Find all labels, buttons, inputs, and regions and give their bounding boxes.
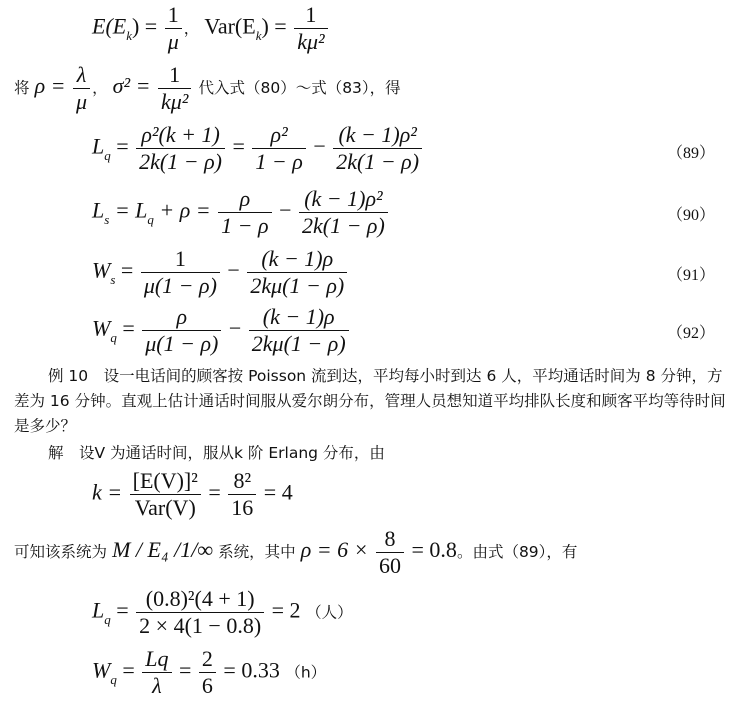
expr-text: ) =: [261, 13, 293, 39]
denominator: 2kμ(1 − ρ): [250, 273, 345, 298]
subscript: q: [104, 147, 111, 163]
denominator: 1 − ρ: [255, 149, 303, 174]
fraction: [333, 122, 422, 175]
denominator: 2k(1 − ρ): [139, 149, 222, 174]
fraction: [218, 186, 271, 239]
solution-intro: [48, 441, 385, 463]
numerator: [E(V)]²: [130, 468, 201, 495]
subscript: k: [126, 27, 132, 43]
denominator: 2kμ(1 − ρ): [251, 331, 346, 356]
numerator: ρ²: [252, 122, 305, 149]
equation-92: $W_q$ = $\frac{\rho}{\mu(1 - \rho)}$ − $\frac{(k - 1)\rho}{2k\mu(1 - \rho)}$: [92, 304, 351, 357]
subscript: q: [147, 211, 154, 227]
numerator: (k − 1)ρ: [249, 304, 349, 331]
denominator: 16: [231, 495, 254, 520]
text: 。由式（89），有: [456, 543, 578, 561]
equation-lq: $L_q$ = $\frac{\text{(0.8)²(4 + 1)}}{2 \times 4(1 - 0.8)}$ = 2 （人）: [92, 586, 353, 638]
subscript: s: [110, 271, 116, 287]
equation-number-90: （90）: [666, 207, 715, 224]
numerator: λ: [73, 62, 90, 89]
expr-text: W: [92, 257, 111, 283]
fraction: [142, 646, 171, 699]
fraction: [141, 246, 220, 299]
expr-text: L: [92, 597, 105, 623]
expr-text: = 0.8: [406, 537, 457, 562]
numerator: 8²: [228, 468, 256, 495]
subscript: q: [110, 329, 117, 345]
expr-text: = 0.33: [217, 657, 280, 683]
example-10-paragraph: [14, 364, 729, 439]
expr-text: + ρ =: [153, 197, 217, 223]
expr-text: E(E: [92, 13, 127, 39]
equation-89: $L_q$ = $\frac{\text{ρ²(k + 1)}}{2k(1 - \rho)}$ = $\frac{\text{ρ²}}{1 - \rho}$ − $\frac{\text{(k − 1)ρ²}}{2k(1 - \rho)}$: [92, 122, 424, 175]
equation-k: k = $\frac{\text{[E(V)]²}}{\text{Var(V)}}$ = $\frac{\text{8²}}{16}$ = 4: [92, 468, 293, 520]
expr-text: M / E₄ /1/∞: [112, 537, 214, 562]
expr-text: Var(E: [204, 13, 256, 39]
text: 解 设V 为通话时间，服从k 阶 Erlang 分布，由: [48, 444, 385, 462]
numerator: 8: [376, 526, 404, 553]
numerator: (0.8)²(4 + 1): [136, 586, 264, 613]
fraction: [228, 468, 256, 521]
denominator: μ: [76, 89, 88, 114]
subscript: q: [110, 671, 117, 687]
numerator: 1: [165, 2, 182, 29]
expr-text: W: [92, 315, 111, 341]
fraction: [376, 526, 404, 579]
denominator: λ: [152, 673, 162, 698]
fraction: [165, 2, 182, 55]
subscript: q: [104, 611, 111, 627]
fraction: [249, 304, 349, 357]
expr-text: W: [92, 657, 111, 683]
denominator: 2 × 4(1 − 0.8): [139, 613, 262, 638]
numerator: 2: [199, 646, 216, 673]
expr-text: k =: [92, 479, 128, 505]
separator: ，: [183, 19, 200, 38]
equation-90: $L_s = L_q + \rho$ = $\frac{\rho}{1 - \rho}$ − $\frac{\text{(k − 1)ρ²}}{2k(1 - \rho)}$: [92, 186, 390, 239]
fraction: [73, 62, 90, 115]
expr-text: = L: [109, 197, 148, 223]
separator: ，: [92, 79, 108, 97]
denominator: μ: [167, 29, 179, 54]
expr-text: L: [92, 197, 105, 223]
expr-text: ) =: [131, 13, 163, 39]
system-line: [14, 526, 577, 579]
expr-text: = 2: [266, 597, 301, 623]
denominator: Var(V): [134, 495, 196, 520]
numerator: ρ: [218, 186, 271, 213]
numerator: 1: [294, 2, 327, 29]
equation-number-91: （91）: [666, 267, 715, 284]
expr-text: σ² =: [112, 73, 156, 98]
fraction: [294, 2, 327, 55]
numerator: (k − 1)ρ: [247, 246, 347, 273]
text: 可知该系统为: [14, 543, 108, 561]
example-text: 例 10 设一电话间的顾客按 Poisson 流到达，平均每小时到达 6 人，平均通话时间为 8 分钟，方差为 16 分钟。直观上估计通话时间服从爱尔朗分布，管理人员想知道平均排队长度和顾客平均等待时间是多少？: [14, 367, 726, 435]
denominator: 60: [379, 553, 402, 578]
denominator: 2k(1 − ρ): [336, 149, 420, 174]
subscript: s: [104, 211, 110, 227]
text: 系统，其中: [218, 543, 296, 561]
denominator: 1 − ρ: [221, 213, 269, 238]
numerator: 1: [141, 246, 220, 273]
numerator: Lq: [142, 646, 171, 673]
fraction: [142, 304, 221, 357]
denominator: μ(1 − ρ): [143, 273, 217, 298]
expr-text: ρ = 6 ×: [300, 537, 375, 562]
unit: （人）: [306, 603, 353, 622]
fraction: [252, 122, 305, 175]
fraction: [130, 468, 201, 521]
denominator: 6: [201, 673, 213, 698]
substitution-line: [14, 62, 401, 115]
denominator: 2k(1 − ρ): [302, 213, 385, 238]
equation-mean-variance: [92, 2, 330, 55]
equation-number-89: （89）: [666, 145, 715, 162]
fraction: [136, 586, 264, 639]
numerator: ρ: [142, 304, 221, 331]
text: 将: [14, 79, 30, 97]
expr-text: L: [92, 133, 105, 159]
numerator: (k − 1)ρ²: [333, 122, 422, 149]
denominator: kμ²: [160, 89, 189, 114]
equation-91: $W_s$ = $\frac{1}{\mu(1 - \rho)}$ − $\frac{(k - 1)\rho}{2k\mu(1 - \rho)}$: [92, 246, 349, 299]
equation-wq: $W_q$ = $\frac{Lq}{\lambda}$ = $\frac{2}{6}$ = 0.33 （h）: [92, 646, 327, 698]
denominator: kμ²: [297, 29, 325, 54]
denominator: μ(1 − ρ): [145, 331, 219, 356]
fraction: [136, 122, 225, 175]
fraction: [299, 186, 388, 239]
fraction: [199, 646, 216, 699]
unit: （h）: [285, 663, 327, 682]
numerator: (k − 1)ρ²: [299, 186, 388, 213]
subscript: k: [255, 27, 262, 43]
text: 代入式（80）～式（83），得: [198, 79, 401, 97]
numerator: ρ²(k + 1): [136, 122, 225, 149]
equation-number-92: （92）: [666, 325, 715, 342]
numerator: 1: [158, 62, 191, 89]
expr-text: = 4: [258, 479, 293, 505]
expr-text: ρ =: [34, 73, 72, 98]
fraction: [158, 62, 191, 115]
fraction: [247, 246, 347, 299]
